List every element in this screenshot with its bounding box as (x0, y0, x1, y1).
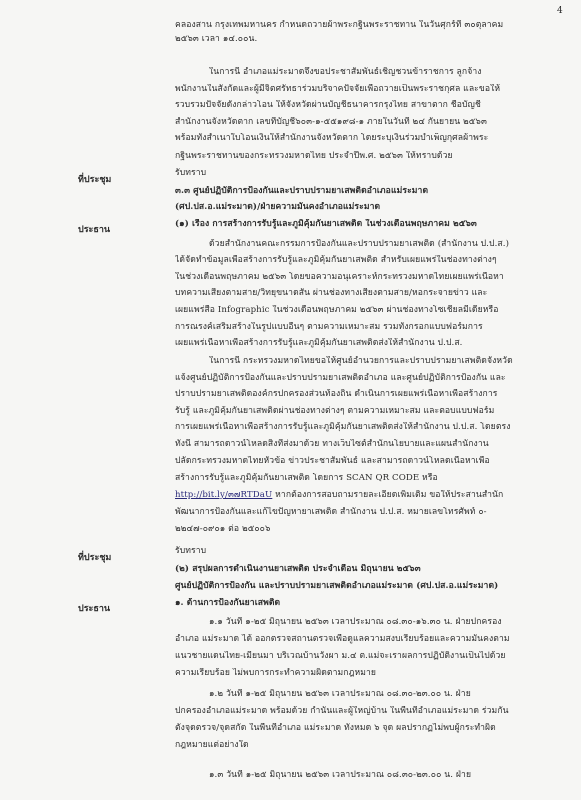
chair-label: ประธาน (78, 604, 111, 614)
para-line: ได้จัดทำข้อมูลเพื่อสร้างการรับรู้และภูมิคุ้มกันยาเสพติด สำหรับเผยแพร่ในช่องทางต่างๆ (175, 255, 497, 265)
para-line: เผยแพร่สื่อ Infographic ในช่วงเดือนพฤษภาคม ๒๕๖๓ ผ่านช่องทางโซเชียลมีเดียหรือ (175, 305, 499, 315)
para-line: แจ้งศูนย์ปฏิบัติการป้องกันและปราบปรามยาเสพติดอำเภอ และศูนย์ปฏิบัติการป้องกัน และ (175, 373, 506, 383)
para-line: สร้างการรับรู้และภูมิคุ้มกันยาเสพติด โดยการ SCAN QR CODE หรือ (175, 473, 438, 483)
subsection-heading: ๑. ด้านการป้องกันยาเสพติด (175, 598, 281, 608)
donation-line: ในการนี้ อำเภอแม่ระมาดจึงขอประชาสัมพันธ์เชิญชวนข้าราชการ ลูกจ้าง (209, 67, 482, 77)
donation-line: พนักงานในสังกัดและผู้มีจิตศรัทธาร่วมบริจาคปัจจัยเพื่อถวายเป็นพระราชกุศล และขอให้ (175, 84, 501, 94)
item-heading: (๒) สรุปผลการดำเนินงานยาเสพติด ประจำเดือน มิถุนายน ๒๕๖๓ (175, 564, 421, 574)
donation-line: รวบรวมปัจจัยดังกล่าวโอน ให้จังหวัดผ่านบัญชีธนาคารกรุงไทย สาขาตาก ชื่อบัญชี (175, 100, 481, 110)
para-line: ในช่วงเดือนพฤษภาคม ๒๕๖๓ โดยขอความอนุเคราะห์กระทรวงมหาดไทยเผยแพร่เนื้อหา (175, 272, 504, 282)
chair-label: ประธาน (78, 225, 111, 235)
para-line: ปกครองอำเภอแม่ระมาด พร้อมด้วย กำนันและผู้ใหญ่บ้าน ในพื้นที่อำเภอแม่ระมาด ร่วมกัน (175, 706, 509, 716)
section-title: ๓.๓ ศูนย์ปฏิบัติการป้องกันและปราบปรามยาเสพติดอำเภอแม่ระมาด (175, 186, 429, 196)
para-line: ด้วยสำนักงานคณะกรรมการป้องกันและปราบปรามยาเสพติด (สำนักงาน ป.ป.ส.) (209, 239, 510, 249)
para-line: พัฒนาการป้องกันและแก้ไขปัญหายาเสพติด สำนักงาน ป.ป.ส. หมายเลขโทรศัพท์ ๐- (175, 507, 487, 517)
para-line: ทั้งนี้ สามารถดาวน์โหลดสิ่งที่ส่งมาด้วย ทางเว็บไซต์สำนักนโยบายและแผนสำนักงาน (175, 439, 489, 449)
link-suffix: หากต้องการสอบถามรายละเอียดเพิ่มเติม ขอให้ประสานสำนัก (272, 490, 504, 500)
para-line: ๑.๑ วันที่ ๑-๒๕ มิถุนายน ๒๕๖๓ เวลาประมาณ ๐๘.๓๐-๑๖.๓๐ น. ฝ่ายปกครอง (209, 617, 502, 627)
para-line: แนวชายแดนไทย-เมียนมา บริเวณบ้านวังผา ม.๔ ต.แม่จะเราผลการปฏิบัติงานเป็นไปด้วย (175, 651, 506, 661)
item-heading: (๑) เรื่อง การสร้างการรับรู้และภูมิคุ้มกันยาเสพติด ในช่วงเดือนพฤษภาคม ๒๕๖๓ (175, 219, 477, 229)
para-line: ความเรียบร้อย ไม่พบการกระทำความผิดตามกฎหมาย (175, 668, 377, 678)
para-line: อำเภอ แม่ระมาด ได้ ออกตรวจสถานตรวจเพื่อดูแลความสงบเรียบร้อยและความมั่นคงตาม (175, 634, 510, 644)
para-line: ตั้งจุดตรวจ/จุดสกัด ในพื้นที่อำเภอ แม่ระมาด ทั้งหมด ๖ จุด ผลปรากฏไม่พบผู้กระทำผิด (175, 723, 496, 733)
para-line: การณรงค์เสริมสร้างในรูปแบบอื่นๆ ตามความเหมาะสม รวมทั้งกรอกแบบฟอร์มการ (175, 322, 483, 332)
para-line: ปลัดกระทรวงมหาดไทยหัวข้อ ข่าวประชาสัมพันธ์ และสามารถดาวน์โหลดเนื้อหาเพื่อ (175, 456, 490, 466)
meeting-label: ที่ประชุม (78, 553, 112, 563)
meeting-label: ที่ประชุม (78, 175, 112, 185)
para-line: รับรู้ และภูมิคุ้มกันยาเสพติดผ่านช่องทางต่างๆ ตามความเหมาะสม และตอบแบบฟอร์ม (175, 406, 495, 416)
link-line (175, 490, 503, 501)
donation-line: พร้อมทั้งสำเนาใบโอนเงินให้สำนักงานจังหวัดตาก โดยระบุเงินร่วมบำเพ็ญกุศลผ้าพระ (175, 133, 489, 143)
meeting-text: รับทราบ (175, 168, 207, 178)
page-number: 4 (557, 6, 563, 16)
intro-line: คลองสาน กรุงเทพมหานคร กำหนดถวายผ้าพระกฐินพระราชทาน ในวันศุกร์ที่ ๓๐ตุลาคม (175, 20, 504, 30)
para-line: การเผยแพร่เนื้อหาเพื่อสร้างการรับรู้และภูมิคุ้มกันยาเสพติดส่งให้สำนักงาน ป.ป.ส. โดยตรง (175, 422, 511, 432)
center-name: ศูนย์ปฏิบัติการป้องกัน และปราบปรามยาเสพติดอำเภอแม่ระมาด (ศป.ปส.อ.แม่ระมาด) (175, 581, 499, 591)
section-subtitle: (ศป.ปส.อ.แม่ระมาด)/ฝ่ายความมั่นคงอำเภอแม่ระมาด (175, 202, 381, 212)
para-line: กฎหมายแต่อย่างใด (175, 740, 249, 750)
reference-link[interactable]: http://bit.ly/๓๗RTDaU (175, 490, 273, 500)
donation-line: สำนักงานจังหวัดตาก เลขที่บัญชี๖๐๓-๑-๕๕๑๙๘-๑ ภายในวันที่ ๒๔ กันยายน ๒๕๖๓ (175, 117, 487, 127)
intro-line: ๒๕๖๓ เวลา ๑๔.๐๐น. (175, 34, 258, 44)
para-line: ๑.๒ วันที่ ๑-๒๕ มิถุนายน ๒๕๖๓ เวลาประมาณ ๐๘.๓๐-๒๓.๐๐ น. ฝ่าย (209, 689, 471, 699)
para-line: ๑.๓ วันที่ ๑-๒๕ มิถุนายน ๒๕๖๓ เวลาประมาณ ๐๘.๓๐-๒๓.๐๐ น. ฝ่าย (209, 770, 472, 780)
meeting-text: รับทราบ (175, 546, 207, 556)
donation-line: กฐินพระราชทานของกระทรวงมหาดไทย ประจำปีพ.ศ. ๒๕๖๓ ให้ทราบด้วย (175, 151, 453, 161)
para-line: เผยแพร่เนื้อหาเพื่อสร้างการรับรู้และภูมิคุ้มกันยาเสพติดส่งให้สำนักงาน ป.ป.ส. (175, 338, 463, 348)
para-line: ในการนี้ กระทรวงมหาดไทยขอให้ศูนย์อำนวยการและปราบปรามยาเสพติดจังหวัด (209, 356, 513, 366)
para-line: ๒๒๔๗-๐๙๐๑ ต่อ ๒๕๐๐๖ (175, 524, 271, 534)
para-line: ปราบปรามยาเสพติดองค์กรปกครองส่วนท้องถิ่น ดำเนินการเผยแพร่เนื้อหาเพื่อสร้างการ (175, 389, 498, 399)
para-line: บทความเสียงตามสาย/วิทยุขนาดสั้น ผ่านช่องทางเสียงตามสาย/หอกระจายข่าว และ (175, 288, 488, 298)
